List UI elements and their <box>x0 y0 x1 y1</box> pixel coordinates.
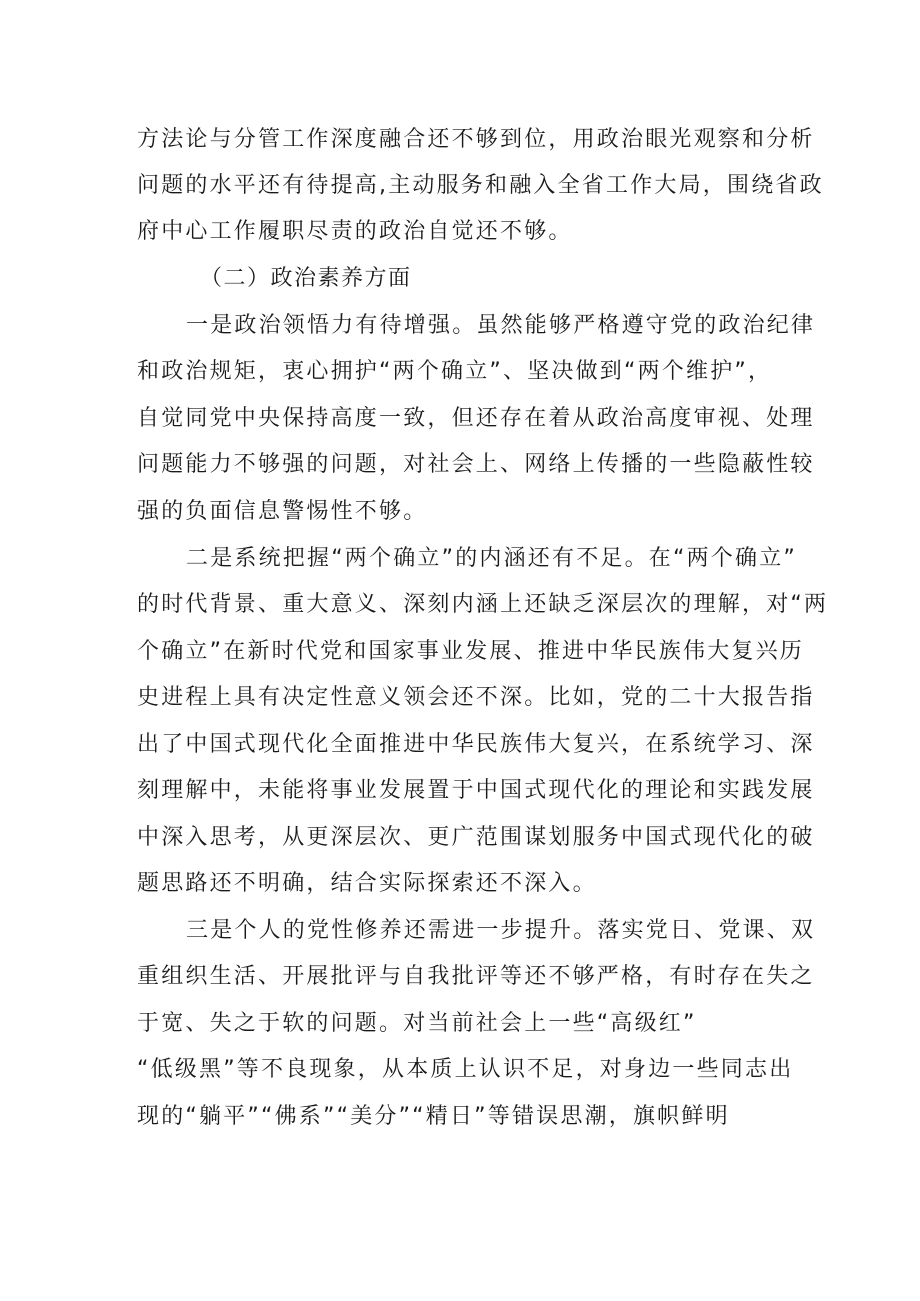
paragraph-line: 的时代背景、重大意义、深刻内涵上还缺乏深层次的理解，对“两 <box>137 592 829 617</box>
paragraph-line: 重组织生活、开展批评与自我批评等还不够严格，有时存在失之 <box>137 964 815 989</box>
paragraph-line: 和政治规矩，衷心拥护“两个确立”、坚决做到“两个维护”， <box>137 359 773 384</box>
paragraph-line: 一是政治领悟力有待增强。虽然能够严格遵守党的政治纪律 <box>186 313 816 338</box>
paragraph-line: 方法论与分管工作深度融合还不够到位，用政治眼光观察和分析 <box>137 127 815 152</box>
paragraph-line: 现的“躺平”“佛系”“美分”“精日”等错误思潮，旗帜鲜明 <box>137 1104 730 1129</box>
paragraph-line: 三是个人的党性修养还需进一步提升。落实党日、党课、双 <box>186 918 816 943</box>
paragraph-line: 出了中国式现代化全面推进中华民族伟大复兴，在系统学习、深 <box>137 732 815 757</box>
paragraph-line: 强的负面信息警惕性不够。 <box>137 499 428 524</box>
paragraph-line: 中深入思考，从更深层次、更广范围谋划服务中国式现代化的破 <box>137 825 815 850</box>
section-heading: （二）政治素养方面 <box>200 266 412 291</box>
paragraph-line: 自觉同党中央保持高度一致，但还存在着从政治高度审视、处理 <box>137 406 815 431</box>
paragraph-line: “低级黑”等不良现象，从本质上认识不足，对身边一些同志出 <box>137 1057 794 1082</box>
paragraph-line: 史进程上具有决定性意义领会还不深。比如，党的二十大报告指 <box>137 685 815 710</box>
paragraph-line: 于宽、失之于软的问题。对当前社会上一些“高级红” <box>137 1011 697 1036</box>
paragraph-line: 府中心工作履职尽责的政治自觉还不够。 <box>137 219 573 244</box>
paragraph-line: 问题的水平还有待提高,主动服务和融入全省工作大局，围绕省政 <box>137 173 824 198</box>
paragraph-line: 题思路还不明确，结合实际探索还不深入。 <box>137 871 597 896</box>
paragraph-line: 个确立”在新时代党和国家事业发展、推进中华民族伟大复兴历 <box>137 639 804 664</box>
paragraph-line: 刻理解中，未能将事业发展置于中国式现代化的理论和实践发展 <box>137 778 815 803</box>
paragraph-line: 问题能力不够强的问题，对社会上、网络上传播的一些隐蔽性较 <box>137 452 815 477</box>
paragraph-line: 二是系统把握“两个确立”的内涵还有不足。在“两个确立” <box>186 546 797 571</box>
